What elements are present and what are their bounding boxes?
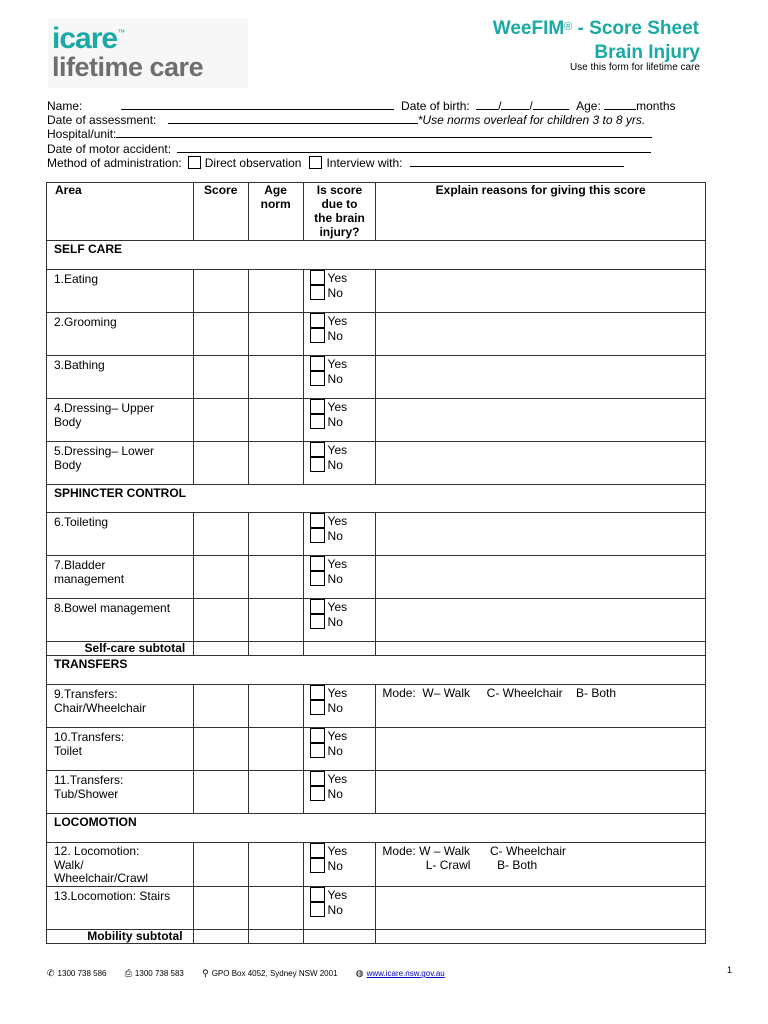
direct-observation-checkbox[interactable] bbox=[188, 156, 201, 169]
score-cell[interactable] bbox=[193, 556, 248, 599]
yes-label: Yes bbox=[327, 557, 348, 571]
header-area: Area bbox=[47, 183, 194, 241]
item-eating: 1.Eating bbox=[47, 270, 194, 313]
document-title bbox=[493, 18, 699, 64]
subtotal-blank bbox=[376, 642, 706, 656]
accident-date-label: Date of motor accident: bbox=[47, 141, 172, 156]
mobility-subtotal-label: Mobility subtotal bbox=[47, 929, 194, 943]
score-cell[interactable] bbox=[193, 399, 248, 442]
self-care-subtotal-score[interactable] bbox=[193, 642, 248, 656]
yes-label: Yes bbox=[327, 514, 348, 528]
no-label: No bbox=[327, 701, 343, 715]
header-age-norm: Age norm bbox=[248, 183, 303, 241]
no-label: No bbox=[327, 572, 343, 586]
no-checkbox[interactable] bbox=[310, 571, 325, 586]
date-assessment-field[interactable] bbox=[168, 112, 418, 124]
self-care-subtotal-label: Self-care subtotal bbox=[47, 642, 194, 656]
score-cell[interactable] bbox=[193, 728, 248, 771]
score-cell[interactable] bbox=[193, 685, 248, 728]
yes-label: Yes bbox=[327, 357, 348, 371]
age-norm-cell[interactable] bbox=[248, 843, 303, 887]
item-locomotion-walk: 12. Locomotion: Walk/ Wheelchair/Crawl bbox=[47, 843, 194, 887]
hospital-field[interactable] bbox=[116, 126, 652, 138]
explain-cell[interactable] bbox=[376, 399, 706, 442]
dob-sep-2: / bbox=[529, 99, 533, 113]
age-norm-cell[interactable] bbox=[248, 685, 303, 728]
yes-checkbox[interactable] bbox=[310, 887, 325, 902]
subtotal-blank bbox=[376, 929, 706, 943]
item-transfers-tub: 11.Transfers: Tub/Shower bbox=[47, 771, 194, 814]
no-label: No bbox=[327, 902, 343, 917]
footer-fax: 1300 738 583 bbox=[134, 969, 184, 978]
no-checkbox[interactable] bbox=[310, 786, 325, 801]
score-table bbox=[46, 182, 706, 944]
footer bbox=[47, 968, 461, 979]
header-due-to-injury: Is score due to the brain injury? bbox=[303, 183, 376, 241]
injury-yes-no bbox=[303, 313, 376, 356]
dob-year-field[interactable] bbox=[533, 98, 569, 110]
score-cell[interactable] bbox=[193, 270, 248, 313]
yes-checkbox[interactable] bbox=[310, 313, 325, 328]
yes-label: Yes bbox=[327, 729, 348, 743]
score-cell[interactable] bbox=[193, 442, 248, 485]
no-checkbox[interactable] bbox=[310, 528, 325, 543]
injury-yes-no bbox=[303, 728, 376, 771]
explain-cell[interactable] bbox=[376, 442, 706, 485]
web-globe-icon: ◍ bbox=[355, 968, 364, 978]
mobility-subtotal-score[interactable] bbox=[193, 929, 248, 943]
item-dressing-lower: 5.Dressing– Lower Body bbox=[47, 442, 194, 485]
no-label: No bbox=[327, 744, 343, 758]
logo-line1: icare bbox=[52, 22, 118, 55]
age-norm-cell[interactable] bbox=[248, 399, 303, 442]
form-usage-note: Use this form for lifetime care bbox=[569, 62, 700, 73]
section-self-care: SELF CARE bbox=[47, 241, 706, 270]
no-label: No bbox=[327, 787, 343, 801]
injury-yes-no bbox=[303, 685, 376, 728]
yes-label: Yes bbox=[327, 314, 348, 328]
logo-line2: lifetime care bbox=[52, 52, 204, 82]
explain-cell[interactable] bbox=[376, 556, 706, 599]
norms-note: *Use norms overleaf for children 3 to 8 yrs. bbox=[417, 113, 646, 128]
footer-address: GPO Box 4052, Sydney NSW 2001 bbox=[211, 969, 338, 978]
no-checkbox[interactable] bbox=[310, 285, 325, 300]
header-explain: Explain reasons for giving this score bbox=[376, 183, 706, 241]
injury-yes-no bbox=[303, 771, 376, 814]
yes-label: Yes bbox=[327, 844, 348, 858]
item-locomotion-stairs: 13.Locomotion: Stairs bbox=[47, 886, 194, 929]
no-label: No bbox=[327, 415, 343, 429]
dob-month-field[interactable] bbox=[501, 98, 529, 110]
dob-label: Date of birth: bbox=[401, 99, 470, 113]
method-label: Method of administration: bbox=[47, 155, 182, 170]
item-grooming: 2.Grooming bbox=[47, 313, 194, 356]
item-bathing: 3.Bathing bbox=[47, 356, 194, 399]
subtotal-blank bbox=[303, 929, 376, 943]
score-cell[interactable] bbox=[193, 771, 248, 814]
interview-field[interactable] bbox=[410, 155, 624, 167]
accident-date-field[interactable] bbox=[177, 141, 651, 153]
item-toileting: 6.Toileting bbox=[47, 513, 194, 556]
registered-mark: ® bbox=[564, 21, 573, 33]
no-checkbox[interactable] bbox=[310, 858, 325, 873]
no-checkbox[interactable] bbox=[310, 700, 325, 715]
injury-yes-no bbox=[303, 886, 376, 929]
icare-logo bbox=[48, 18, 248, 88]
phone-icon: ✆ bbox=[47, 968, 55, 978]
name-label: Name: bbox=[47, 99, 83, 113]
title-brain-injury: Brain Injury bbox=[594, 42, 700, 63]
no-checkbox[interactable] bbox=[310, 371, 325, 386]
dob-sep-1: / bbox=[498, 99, 502, 113]
logo-tm: ™ bbox=[117, 28, 125, 37]
age-norm-cell[interactable] bbox=[248, 771, 303, 814]
yes-label: Yes bbox=[327, 443, 348, 457]
age-field[interactable] bbox=[604, 98, 636, 110]
no-checkbox[interactable] bbox=[310, 902, 325, 917]
injury-yes-no bbox=[303, 270, 376, 313]
injury-yes-no bbox=[303, 599, 376, 642]
item-bowel: 8.Bowel management bbox=[47, 599, 194, 642]
no-checkbox[interactable] bbox=[310, 414, 325, 429]
score-cell[interactable] bbox=[193, 886, 248, 929]
age-norm-cell[interactable] bbox=[248, 599, 303, 642]
no-label: No bbox=[327, 615, 343, 629]
footer-phone: 1300 738 586 bbox=[57, 969, 107, 978]
yes-checkbox[interactable] bbox=[310, 442, 325, 457]
yes-label: Yes bbox=[327, 271, 348, 285]
age-norm-cell[interactable] bbox=[248, 356, 303, 399]
fax-icon: ⎙ bbox=[124, 968, 132, 978]
location-pin-icon: ⚲ bbox=[202, 968, 209, 978]
score-cell[interactable] bbox=[193, 599, 248, 642]
injury-yes-no bbox=[303, 356, 376, 399]
item-bladder: 7.Bladder management bbox=[47, 556, 194, 599]
item-transfers-chair: 9.Transfers: Chair/Wheelchair bbox=[47, 685, 194, 728]
score-cell[interactable] bbox=[193, 356, 248, 399]
transfer-mode-cell[interactable]: Mode: W– Walk C- Wheelchair B- Both bbox=[376, 685, 706, 728]
yes-checkbox[interactable] bbox=[310, 270, 325, 285]
yes-label: Yes bbox=[327, 887, 348, 902]
age-norm-cell[interactable] bbox=[248, 270, 303, 313]
yes-checkbox[interactable] bbox=[310, 843, 325, 858]
age-norm-cell[interactable] bbox=[248, 313, 303, 356]
score-cell[interactable] bbox=[193, 843, 248, 887]
dob-day-field[interactable] bbox=[476, 98, 498, 110]
age-norm-cell[interactable] bbox=[248, 556, 303, 599]
section-locomotion: LOCOMOTION bbox=[47, 814, 706, 843]
interview-label: Interview with: bbox=[326, 155, 403, 170]
yes-checkbox[interactable] bbox=[310, 513, 325, 528]
yes-checkbox[interactable] bbox=[310, 399, 325, 414]
title-weefim: WeeFIM bbox=[492, 18, 565, 39]
no-checkbox[interactable] bbox=[310, 743, 325, 758]
months-label: months bbox=[636, 99, 676, 113]
no-checkbox[interactable] bbox=[310, 328, 325, 343]
patient-details bbox=[47, 98, 676, 169]
section-sphincter-control: SPHINCTER CONTROL bbox=[47, 485, 706, 513]
no-label: No bbox=[327, 329, 343, 343]
hospital-label: Hospital/unit: bbox=[47, 127, 117, 142]
injury-yes-no bbox=[303, 442, 376, 485]
yes-checkbox[interactable] bbox=[310, 685, 325, 700]
injury-yes-no bbox=[303, 843, 376, 887]
yes-label: Yes bbox=[327, 772, 348, 786]
section-transfers: TRANSFERS bbox=[47, 656, 706, 685]
explain-cell[interactable] bbox=[376, 599, 706, 642]
age-norm-cell[interactable] bbox=[248, 513, 303, 556]
yes-checkbox[interactable] bbox=[310, 728, 325, 743]
direct-observation-label: Direct observation bbox=[204, 155, 302, 170]
explain-cell[interactable] bbox=[376, 313, 706, 356]
no-checkbox[interactable] bbox=[310, 614, 325, 629]
yes-label: Yes bbox=[327, 400, 348, 414]
yes-checkbox[interactable] bbox=[310, 599, 325, 614]
yes-checkbox[interactable] bbox=[310, 356, 325, 371]
date-assessment-label: Date of assessment: bbox=[47, 113, 157, 128]
score-cell[interactable] bbox=[193, 513, 248, 556]
explain-cell[interactable] bbox=[376, 728, 706, 771]
no-label: No bbox=[327, 458, 343, 472]
explain-cell[interactable] bbox=[376, 513, 706, 556]
explain-cell[interactable] bbox=[376, 270, 706, 313]
page-number: 1 bbox=[726, 965, 732, 975]
injury-yes-no bbox=[303, 513, 376, 556]
locomotion-mode-cell[interactable]: Mode: W – Walk C- Wheelchair L- Crawl B- Both bbox=[376, 843, 706, 887]
subtotal-age-norm[interactable] bbox=[248, 642, 303, 656]
injury-yes-no bbox=[303, 556, 376, 599]
no-checkbox[interactable] bbox=[310, 457, 325, 472]
no-label: No bbox=[327, 859, 343, 873]
name-field[interactable] bbox=[121, 98, 394, 110]
no-label: No bbox=[327, 372, 343, 386]
subtotal-age-norm[interactable] bbox=[248, 929, 303, 943]
item-transfers-toilet: 10.Transfers: Toilet bbox=[47, 728, 194, 771]
yes-label: Yes bbox=[327, 600, 348, 614]
explain-cell[interactable] bbox=[376, 886, 706, 929]
header-score: Score bbox=[193, 183, 248, 241]
interview-checkbox[interactable] bbox=[309, 156, 322, 169]
footer-website-link[interactable]: www.icare.nsw.gov.au bbox=[366, 969, 445, 978]
no-label: No bbox=[327, 529, 343, 543]
age-norm-cell[interactable] bbox=[248, 728, 303, 771]
explain-cell[interactable] bbox=[376, 771, 706, 814]
yes-label: Yes bbox=[327, 686, 348, 700]
title-score-sheet: - Score Sheet bbox=[572, 18, 699, 39]
score-cell[interactable] bbox=[193, 313, 248, 356]
age-norm-cell[interactable] bbox=[248, 886, 303, 929]
age-label: Age: bbox=[576, 99, 601, 113]
explain-cell[interactable] bbox=[376, 356, 706, 399]
subtotal-blank bbox=[303, 642, 376, 656]
injury-yes-no bbox=[303, 399, 376, 442]
item-dressing-upper: 4.Dressing– Upper Body bbox=[47, 399, 194, 442]
age-norm-cell[interactable] bbox=[248, 442, 303, 485]
yes-checkbox[interactable] bbox=[310, 771, 325, 786]
no-label: No bbox=[327, 286, 343, 300]
yes-checkbox[interactable] bbox=[310, 556, 325, 571]
